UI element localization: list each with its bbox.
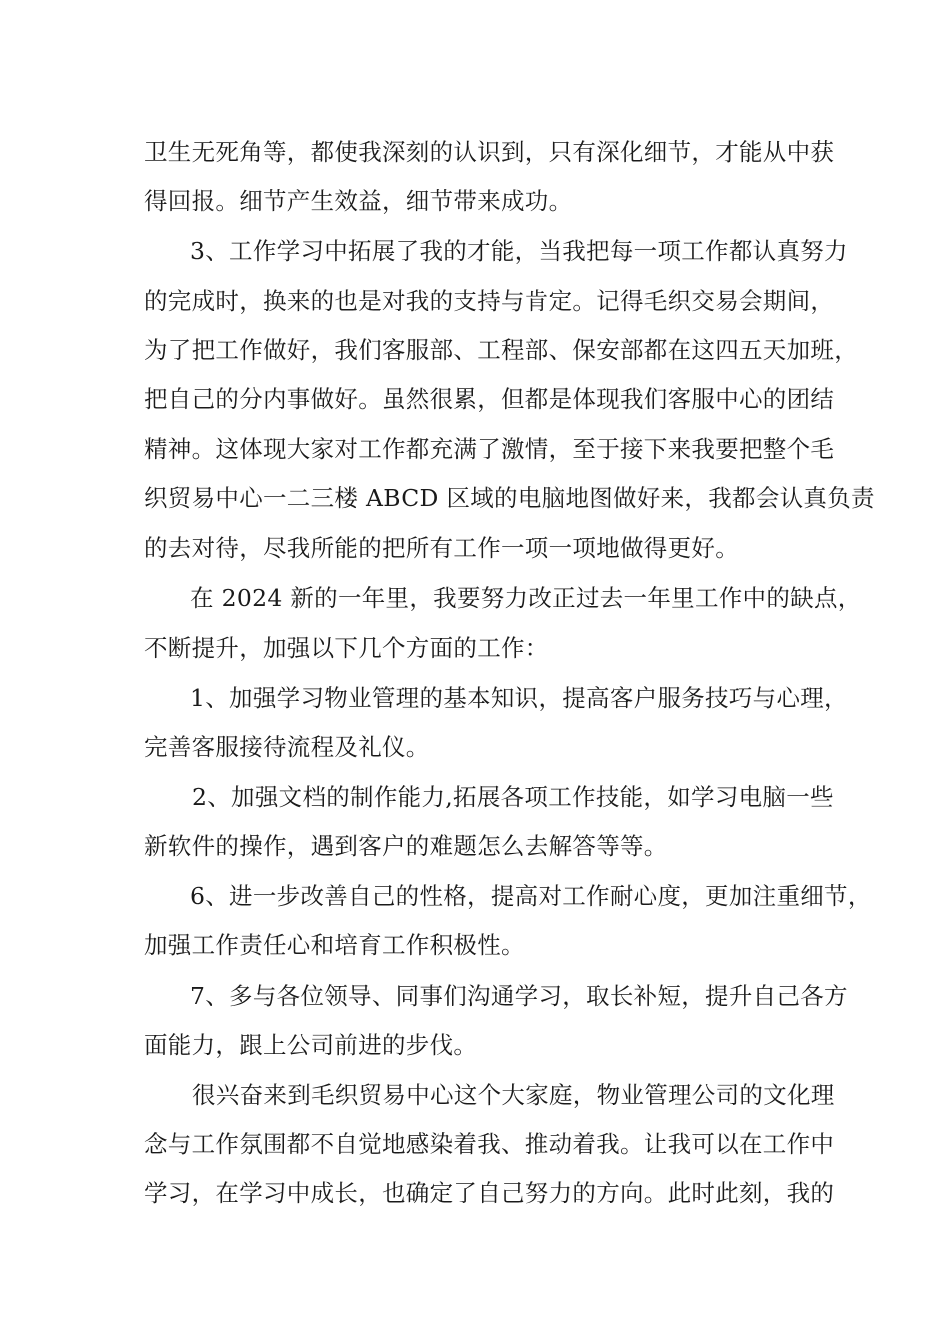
text-line: 1、加强学习物业管理的基本知识，提高客户服务技巧与心理， <box>190 684 848 712</box>
text-line: 很兴奋来到毛织贸易中心这个大家庭，物业管理公司的文化理 <box>192 1081 835 1109</box>
text-line: 加强工作责任心和培育工作积极性。 <box>144 931 525 959</box>
text-line: 为了把工作做好，我们客服部、工程部、保安部都在这四五天加班， <box>144 336 858 364</box>
text-line: 7、多与各位领导、同事们沟通学习，取长补短，提升自己各方 <box>190 982 848 1010</box>
text-line: 织贸易中心一二三楼 ABCD 区域的电脑地图做好来，我都会认真负责 <box>144 484 875 512</box>
text-line: 6、进一步改善自己的性格，提高对工作耐心度，更加注重细节， <box>190 882 872 910</box>
text-line: 把自己的分内事做好。虽然很累，但都是体现我们客服中心的团结 <box>144 385 835 413</box>
text-line: 的去对待，尽我所能的把所有工作一项一项地做得更好。 <box>144 534 739 562</box>
text-line: 3、工作学习中拓展了我的才能，当我把每一项工作都认真努力 <box>190 237 848 265</box>
text-line: 不断提升，加强以下几个方面的工作： <box>144 634 549 662</box>
text-line: 精神。这体现大家对工作都充满了激情，至于接下来我要把整个毛 <box>144 435 835 463</box>
text-line: 面能力，跟上公司前进的步伐。 <box>144 1031 478 1059</box>
text-line: 在 2024 新的一年里，我要努力改正过去一年里工作中的缺点， <box>190 584 862 612</box>
text-line: 完善客服接待流程及礼仪。 <box>144 733 430 761</box>
text-line: 的完成时，换来的也是对我的支持与肯定。记得毛织交易会期间， <box>144 287 835 315</box>
text-line: 新软件的操作，遇到客户的难题怎么去解答等等。 <box>144 832 668 860</box>
text-line: 得回报。细节产生效益，细节带来成功。 <box>144 187 573 215</box>
text-line: 卫生无死角等，都使我深刻的认识到，只有深化细节，才能从中获 <box>144 138 835 166</box>
text-line: 念与工作氛围都不自觉地感染着我、推动着我。让我可以在工作中 <box>144 1130 835 1158</box>
text-line: 学习，在学习中成长，也确定了自己努力的方向。此时此刻，我的 <box>144 1179 835 1207</box>
text-line: 2、加强文档的制作能力,拓展各项工作技能，如学习电脑一些 <box>192 783 834 811</box>
